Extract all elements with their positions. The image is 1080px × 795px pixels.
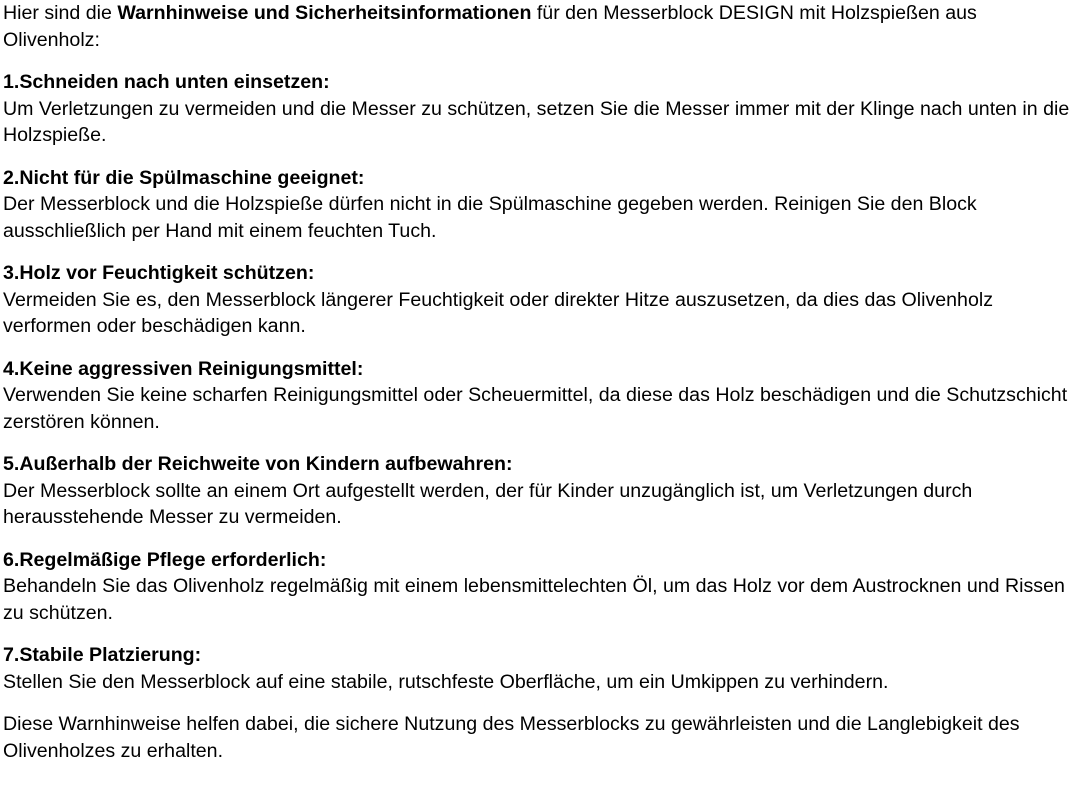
intro-text-before: Hier sind die [3, 2, 118, 24]
warning-title: 4.Keine aggressiven Reinigungsmittel: [3, 357, 364, 380]
intro-bold-text: Warnhinweise und Sicherheitsinformationen [117, 2, 532, 24]
warning-item-2 [3, 165, 1078, 245]
warning-body: Stellen Sie den Messerblock auf eine stabile, rutschfeste Oberfläche, um ein Umkippen zu verhindern. [3, 670, 889, 693]
warning-title: 6.Regelmäßige Pflege erforderlich: [3, 548, 327, 571]
warning-title: 2.Nicht für die Spülmaschine geeignet: [3, 166, 365, 189]
warning-body: Verwenden Sie keine scharfen Reinigungsmittel oder Scheuermittel, da diese das Holz beschädigen und die Schutzschicht zerstören können. [3, 384, 1068, 433]
warning-title: 3.Holz vor Feuchtigkeit schützen: [3, 262, 315, 284]
warning-item-5 [3, 451, 1078, 531]
warning-item-7 [3, 642, 1078, 695]
warning-item-6 [3, 547, 1078, 627]
warning-title: 1.Schneiden nach unten einsetzen: [3, 71, 330, 93]
intro-paragraph [3, 0, 1078, 53]
warning-title: 5.Außerhalb der Reichweite von Kindern aufbewahren: [3, 453, 513, 475]
warning-item-1 [3, 69, 1078, 149]
warning-body: Der Messerblock sollte an einem Ort aufgestellt werden, der für Kinder unzugänglich ist, um Verletzungen durch herausstehende Messer zu vermeiden. [3, 479, 973, 528]
warning-body: Um Verletzungen zu vermeiden und die Messer zu schützen, setzen Sie die Messer immer mit der Klinge nach unten in die Holzspieße. [3, 97, 1070, 146]
outro-paragraph: Diese Warnhinweise helfen dabei, die sichere Nutzung des Messerblocks zu gewährleisten und die Langlebigkeit des Olivenholzes zu erhalten. [3, 713, 1020, 762]
warning-title: 7.Stabile Platzierung: [3, 644, 202, 666]
warning-body: Vermeiden Sie es, den Messerblock längerer Feuchtigkeit oder direkter Hitze auszusetzen, da dies das Olivenholz verformen oder beschädigen kann. [3, 288, 994, 337]
warning-body: Behandeln Sie das Olivenholz regelmäßig mit einem lebensmittelechten Öl, um das Holz vor dem Austrocknen und Rissen zu schützen. [3, 575, 1065, 624]
warning-body: Der Messerblock und die Holzspieße dürfen nicht in die Spülmaschine gegeben werden. Reinigen Sie den Block ausschließlich per Hand mit einem feuchten Tuch. [3, 193, 977, 242]
intro-text-after: für den Messerblock DESIGN mit Holzspießen aus Olivenholz: [3, 2, 977, 51]
warning-item-4 [3, 356, 1078, 436]
warning-item-3 [3, 260, 1078, 340]
